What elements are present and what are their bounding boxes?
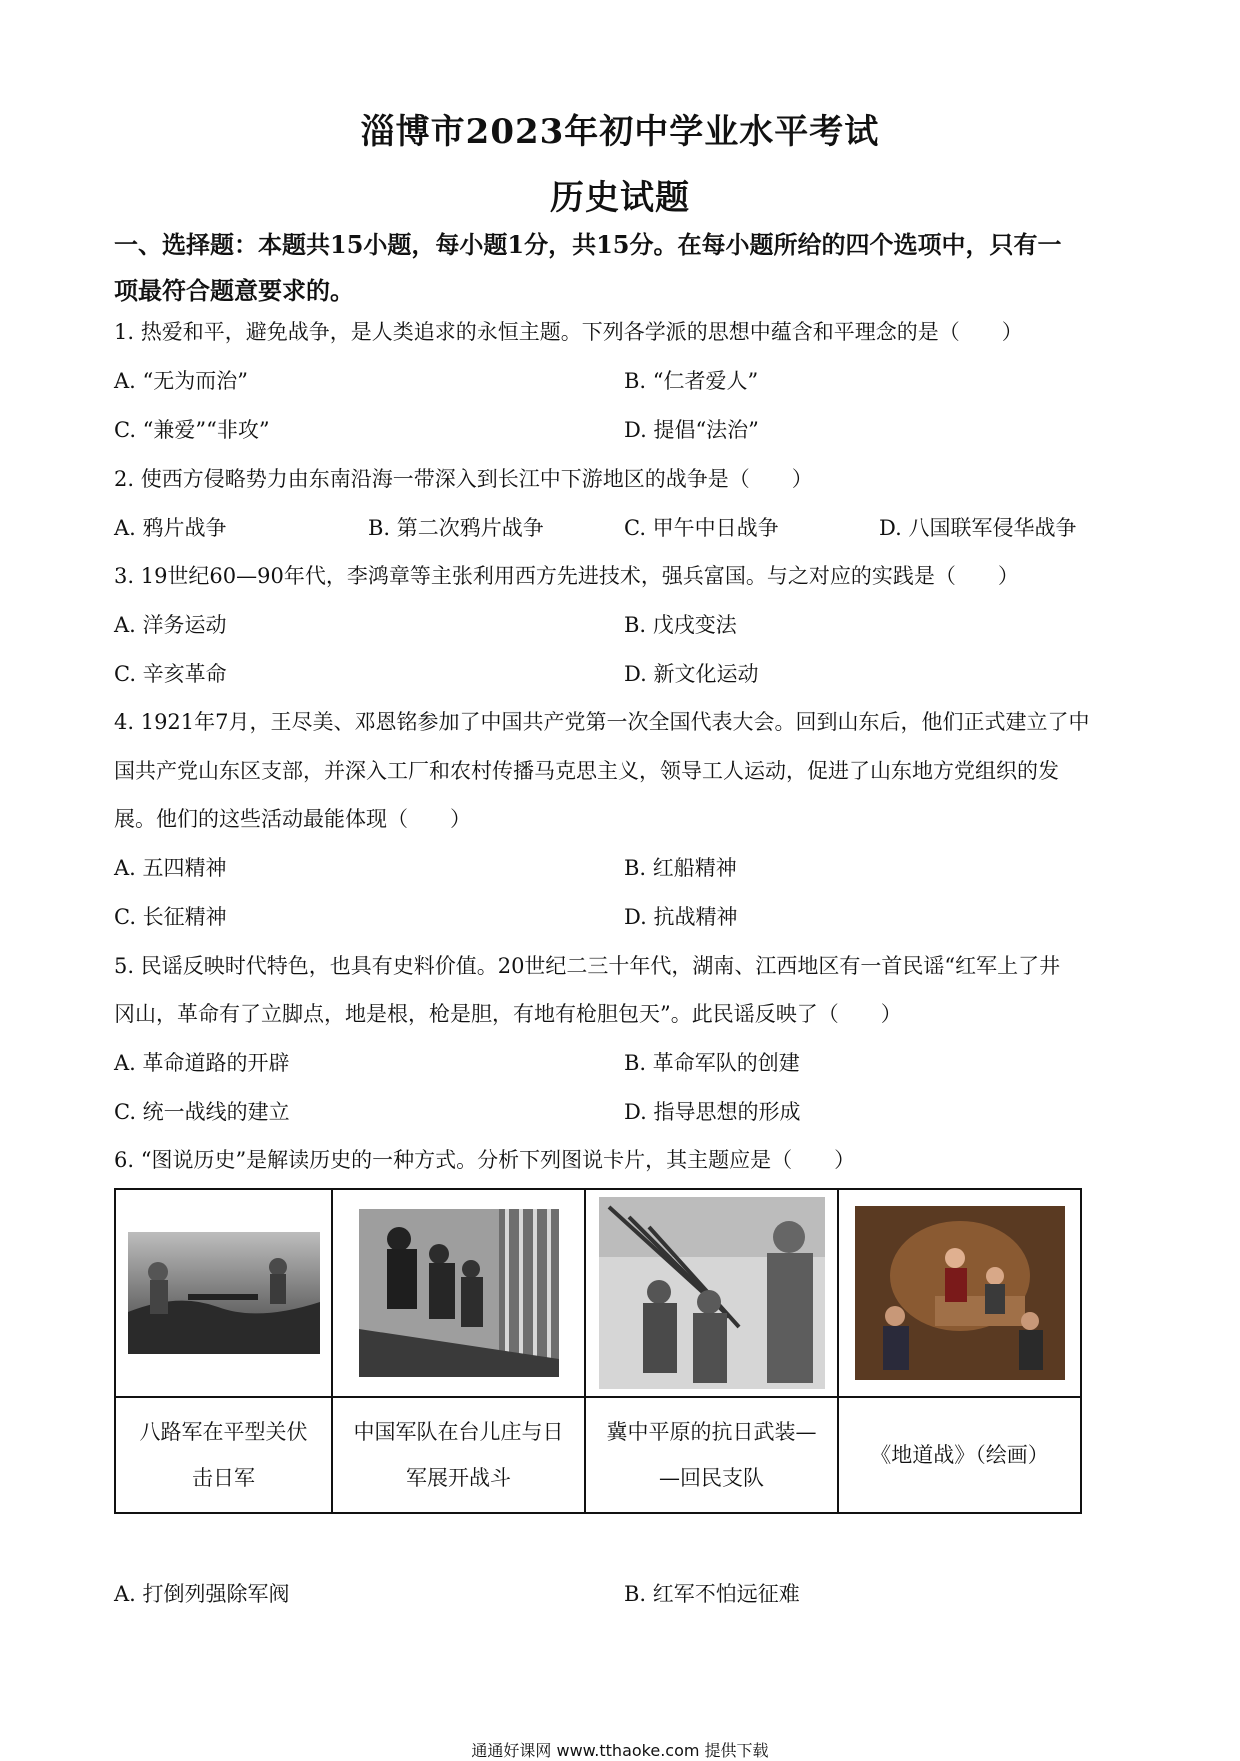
card-2-caption: 中国军队在台儿庄与日 军展开战斗	[332, 1397, 585, 1513]
question-5-stem: 冈山，革命有了立脚点，地是根，枪是胆，有地有枪胆包天”。此民谣反映了（ ）	[114, 1002, 902, 1026]
card-3-caption: 冀中平原的抗日武装— —回民支队	[585, 1397, 838, 1513]
q4-option-d: D. 抗战精神	[624, 905, 738, 929]
q6-option-b: B. 红军不怕远征难	[624, 1582, 800, 1606]
battle-photo-pingxingguan	[128, 1232, 320, 1354]
q2-option-d: D. 八国联军侵华战争	[879, 516, 1077, 540]
q1-option-a: A. “无为而治”	[114, 369, 248, 393]
question-5-stem: 5. 民谣反映时代特色，也具有史料价值。20世纪二三十年代，湖南、江西地区有一首民谣“红军上了井	[114, 954, 1061, 978]
q2-option-c: C. 甲午中日战争	[624, 516, 779, 540]
section-heading-line: 一、选择题：本题共15小题，每小题1分，共15分。在每小题所给的四个选项中，只有一	[114, 230, 1062, 259]
card-4-image-cell	[838, 1189, 1081, 1397]
card-1-caption: 八路军在平型关伏 击日军	[115, 1397, 332, 1513]
section-heading	[114, 222, 1134, 314]
question-6-stem: 6. “图说历史”是解读历史的一种方式。分析下列图说卡片，其主题应是（ ）	[114, 1148, 856, 1172]
q4-option-b: B. 红船精神	[624, 856, 737, 880]
q6-option-a: A. 打倒列强除军阀	[114, 1582, 290, 1606]
q5-option-d: D. 指导思想的形成	[624, 1100, 801, 1124]
q2-option-a: A. 鸦片战争	[114, 516, 227, 540]
question-2-stem: 2. 使西方侵略势力由东南沿海一带深入到长江中下游地区的战争是（ ）	[114, 467, 813, 491]
history-picture-cards	[114, 1188, 1082, 1514]
card-1-image-cell	[115, 1189, 332, 1397]
q1-option-b: B. “仁者爱人”	[624, 369, 759, 393]
q5-option-a: A. 革命道路的开辟	[114, 1051, 290, 1075]
battle-photo-hui-people-detachment	[599, 1197, 825, 1389]
exam-subtitle: 历史试题	[550, 178, 690, 218]
q3-option-d: D. 新文化运动	[624, 662, 759, 686]
q4-option-a: A. 五四精神	[114, 856, 227, 880]
question-4-stem: 展。他们的这些活动最能体现（ ）	[114, 807, 471, 831]
q1-option-d: D. 提倡“法治”	[624, 418, 759, 442]
battle-photo-taierzhuang	[359, 1209, 559, 1377]
q2-option-b: B. 第二次鸦片战争	[368, 516, 544, 540]
question-3-stem: 3. 19世纪60—90年代，李鸿章等主张利用西方先进技术，强兵富国。与之对应的实践是（ ）	[114, 564, 1019, 588]
question-4-stem: 国共产党山东区支部，并深入工厂和农村传播马克思主义，领导工人运动，促进了山东地方党组织的发	[114, 759, 1059, 783]
painting-tunnel-warfare	[855, 1206, 1065, 1380]
q3-option-b: B. 戊戌变法	[624, 613, 737, 637]
q4-option-c: C. 长征精神	[114, 905, 227, 929]
q3-option-a: A. 洋务运动	[114, 613, 227, 637]
section-heading-line: 项最符合题意要求的。	[114, 276, 354, 305]
q5-option-b: B. 革命军队的创建	[624, 1051, 800, 1075]
question-4-stem: 4. 1921年7月，王尽美、邓恩铭参加了中国共产党第一次全国代表大会。回到山东后，他们正式建立了中	[114, 710, 1090, 734]
card-4-caption: 《地道战》（绘画）	[838, 1397, 1081, 1513]
q1-option-c: C. “兼爱”“非攻”	[114, 418, 270, 442]
q3-option-c: C. 辛亥革命	[114, 662, 227, 686]
q5-option-c: C. 统一战线的建立	[114, 1100, 290, 1124]
exam-title: 淄博市2023年初中学业水平考试	[360, 112, 880, 152]
card-2-image-cell	[332, 1189, 585, 1397]
question-1-stem: 1. 热爱和平，避免战争，是人类追求的永恒主题。下列各学派的思想中蕴含和平理念的是（ ）	[114, 320, 1023, 344]
page-footer: 通通好课网 www.tthaoke.com 提供下载	[471, 1741, 769, 1760]
card-3-image-cell	[585, 1189, 838, 1397]
